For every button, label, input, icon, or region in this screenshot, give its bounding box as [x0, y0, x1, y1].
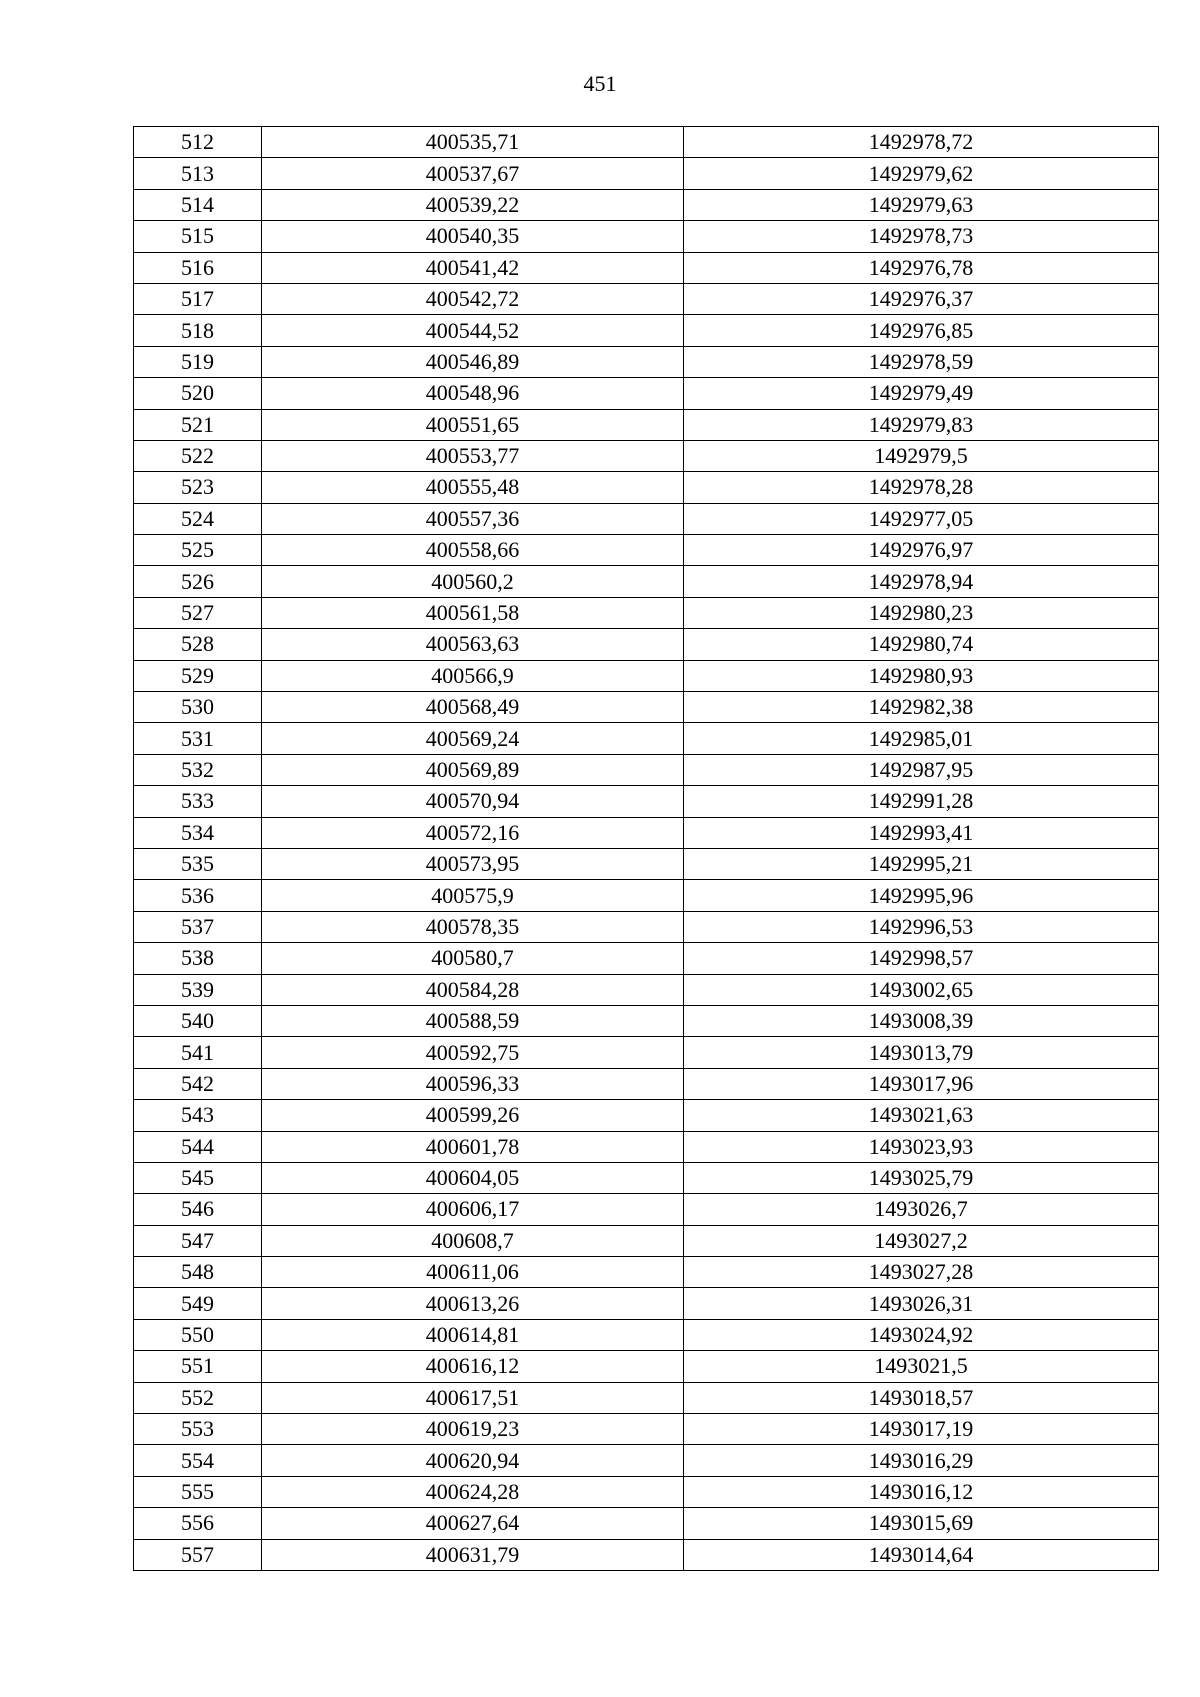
point-number-cell: 522: [134, 440, 262, 471]
table-row: [134, 660, 1159, 691]
x-coordinate-cell: 400620,94: [262, 1445, 684, 1476]
point-number-cell: 544: [134, 1131, 262, 1162]
y-coordinate-cell: 1492980,23: [684, 597, 1159, 628]
table-row: [134, 1414, 1159, 1445]
table-row: [134, 974, 1159, 1005]
table-row: [134, 127, 1159, 158]
y-coordinate-cell: 1492978,72: [684, 127, 1159, 158]
point-number-cell: 548: [134, 1257, 262, 1288]
point-number-cell: 538: [134, 943, 262, 974]
y-coordinate-cell: 1492979,63: [684, 189, 1159, 220]
table-row: [134, 440, 1159, 471]
y-coordinate-cell: 1492985,01: [684, 723, 1159, 754]
table-row: [134, 848, 1159, 879]
x-coordinate-cell: 400578,35: [262, 911, 684, 942]
table-row: [134, 1351, 1159, 1382]
y-coordinate-cell: 1493017,96: [684, 1068, 1159, 1099]
coordinates-table-body: [134, 127, 1159, 1571]
x-coordinate-cell: 400599,26: [262, 1100, 684, 1131]
x-coordinate-cell: 400540,35: [262, 221, 684, 252]
y-coordinate-cell: 1492980,74: [684, 629, 1159, 660]
x-coordinate-cell: 400568,49: [262, 692, 684, 723]
point-number-cell: 531: [134, 723, 262, 754]
table-row: [134, 1162, 1159, 1193]
x-coordinate-cell: 400573,95: [262, 848, 684, 879]
y-coordinate-cell: 1492979,49: [684, 378, 1159, 409]
x-coordinate-cell: 400569,24: [262, 723, 684, 754]
point-number-cell: 536: [134, 880, 262, 911]
point-number-cell: 547: [134, 1225, 262, 1256]
table-row: [134, 692, 1159, 723]
point-number-cell: 532: [134, 754, 262, 785]
y-coordinate-cell: 1492995,96: [684, 880, 1159, 911]
x-coordinate-cell: 400627,64: [262, 1508, 684, 1539]
point-number-cell: 542: [134, 1068, 262, 1099]
table-row: [134, 597, 1159, 628]
table-row: [134, 1382, 1159, 1413]
table-row: [134, 378, 1159, 409]
x-coordinate-cell: 400613,26: [262, 1288, 684, 1319]
table-row: [134, 754, 1159, 785]
point-number-cell: 528: [134, 629, 262, 660]
table-row: [134, 252, 1159, 283]
point-number-cell: 527: [134, 597, 262, 628]
y-coordinate-cell: 1492995,21: [684, 848, 1159, 879]
table-row: [134, 409, 1159, 440]
x-coordinate-cell: 400584,28: [262, 974, 684, 1005]
x-coordinate-cell: 400604,05: [262, 1162, 684, 1193]
y-coordinate-cell: 1493025,79: [684, 1162, 1159, 1193]
table-row: [134, 786, 1159, 817]
point-number-cell: 554: [134, 1445, 262, 1476]
x-coordinate-cell: 400580,7: [262, 943, 684, 974]
x-coordinate-cell: 400617,51: [262, 1382, 684, 1413]
point-number-cell: 552: [134, 1382, 262, 1413]
point-number-cell: 545: [134, 1162, 262, 1193]
y-coordinate-cell: 1492976,97: [684, 535, 1159, 566]
y-coordinate-cell: 1492978,59: [684, 346, 1159, 377]
y-coordinate-cell: 1492982,38: [684, 692, 1159, 723]
point-number-cell: 524: [134, 503, 262, 534]
y-coordinate-cell: 1493014,64: [684, 1539, 1159, 1570]
y-coordinate-cell: 1493016,12: [684, 1476, 1159, 1507]
y-coordinate-cell: 1492978,73: [684, 221, 1159, 252]
point-number-cell: 530: [134, 692, 262, 723]
x-coordinate-cell: 400619,23: [262, 1414, 684, 1445]
x-coordinate-cell: 400539,22: [262, 189, 684, 220]
table-row: [134, 346, 1159, 377]
x-coordinate-cell: 400544,52: [262, 315, 684, 346]
point-number-cell: 533: [134, 786, 262, 817]
table-row: [134, 1539, 1159, 1570]
table-row: [134, 1508, 1159, 1539]
table-row: [134, 566, 1159, 597]
table-row: [134, 1288, 1159, 1319]
x-coordinate-cell: 400551,65: [262, 409, 684, 440]
table-row: [134, 221, 1159, 252]
point-number-cell: 534: [134, 817, 262, 848]
table-row: [134, 1445, 1159, 1476]
y-coordinate-cell: 1492976,37: [684, 283, 1159, 314]
x-coordinate-cell: 400563,63: [262, 629, 684, 660]
point-number-cell: 555: [134, 1476, 262, 1507]
x-coordinate-cell: 400560,2: [262, 566, 684, 597]
table-row: [134, 723, 1159, 754]
x-coordinate-cell: 400596,33: [262, 1068, 684, 1099]
x-coordinate-cell: 400601,78: [262, 1131, 684, 1162]
point-number-cell: 540: [134, 1005, 262, 1036]
x-coordinate-cell: 400592,75: [262, 1037, 684, 1068]
table-row: [134, 629, 1159, 660]
y-coordinate-cell: 1493008,39: [684, 1005, 1159, 1036]
point-number-cell: 513: [134, 158, 262, 189]
table-row: [134, 1225, 1159, 1256]
table-row: [134, 503, 1159, 534]
point-number-cell: 526: [134, 566, 262, 597]
point-number-cell: 539: [134, 974, 262, 1005]
y-coordinate-cell: 1493016,29: [684, 1445, 1159, 1476]
table-row: [134, 1005, 1159, 1036]
x-coordinate-cell: 400548,96: [262, 378, 684, 409]
page-number: 451: [583, 71, 617, 96]
table-row: [134, 911, 1159, 942]
x-coordinate-cell: 400575,9: [262, 880, 684, 911]
x-coordinate-cell: 400572,16: [262, 817, 684, 848]
table-row: [134, 943, 1159, 974]
table-row: [134, 1257, 1159, 1288]
y-coordinate-cell: 1492979,62: [684, 158, 1159, 189]
y-coordinate-cell: 1492998,57: [684, 943, 1159, 974]
x-coordinate-cell: 400631,79: [262, 1539, 684, 1570]
x-coordinate-cell: 400537,67: [262, 158, 684, 189]
y-coordinate-cell: 1492978,28: [684, 472, 1159, 503]
y-coordinate-cell: 1492980,93: [684, 660, 1159, 691]
point-number-cell: 546: [134, 1194, 262, 1225]
point-number-cell: 541: [134, 1037, 262, 1068]
y-coordinate-cell: 1493027,28: [684, 1257, 1159, 1288]
x-coordinate-cell: 400546,89: [262, 346, 684, 377]
y-coordinate-cell: 1492976,78: [684, 252, 1159, 283]
table-row: [134, 1319, 1159, 1350]
x-coordinate-cell: 400569,89: [262, 754, 684, 785]
y-coordinate-cell: 1493017,19: [684, 1414, 1159, 1445]
point-number-cell: 550: [134, 1319, 262, 1350]
table-row: [134, 1194, 1159, 1225]
y-coordinate-cell: 1493015,69: [684, 1508, 1159, 1539]
point-number-cell: 517: [134, 283, 262, 314]
point-number-cell: 553: [134, 1414, 262, 1445]
x-coordinate-cell: 400588,59: [262, 1005, 684, 1036]
point-number-cell: 535: [134, 848, 262, 879]
table-row: [134, 880, 1159, 911]
x-coordinate-cell: 400614,81: [262, 1319, 684, 1350]
table-row: [134, 535, 1159, 566]
x-coordinate-cell: 400555,48: [262, 472, 684, 503]
x-coordinate-cell: 400608,7: [262, 1225, 684, 1256]
table-row: [134, 189, 1159, 220]
x-coordinate-cell: 400557,36: [262, 503, 684, 534]
point-number-cell: 549: [134, 1288, 262, 1319]
table-row: [134, 1037, 1159, 1068]
x-coordinate-cell: 400570,94: [262, 786, 684, 817]
y-coordinate-cell: 1492991,28: [684, 786, 1159, 817]
y-coordinate-cell: 1492996,53: [684, 911, 1159, 942]
x-coordinate-cell: 400553,77: [262, 440, 684, 471]
x-coordinate-cell: 400611,06: [262, 1257, 684, 1288]
table-row: [134, 1100, 1159, 1131]
point-number-cell: 518: [134, 315, 262, 346]
y-coordinate-cell: 1493021,5: [684, 1351, 1159, 1382]
y-coordinate-cell: 1492977,05: [684, 503, 1159, 534]
point-number-cell: 551: [134, 1351, 262, 1382]
point-number-cell: 523: [134, 472, 262, 503]
point-number-cell: 521: [134, 409, 262, 440]
x-coordinate-cell: 400561,58: [262, 597, 684, 628]
y-coordinate-cell: 1493026,7: [684, 1194, 1159, 1225]
y-coordinate-cell: 1493026,31: [684, 1288, 1159, 1319]
y-coordinate-cell: 1493024,92: [684, 1319, 1159, 1350]
x-coordinate-cell: 400566,9: [262, 660, 684, 691]
point-number-cell: 512: [134, 127, 262, 158]
y-coordinate-cell: 1492979,83: [684, 409, 1159, 440]
point-number-cell: 529: [134, 660, 262, 691]
table-row: [134, 817, 1159, 848]
point-number-cell: 516: [134, 252, 262, 283]
x-coordinate-cell: 400606,17: [262, 1194, 684, 1225]
x-coordinate-cell: 400624,28: [262, 1476, 684, 1507]
point-number-cell: 514: [134, 189, 262, 220]
x-coordinate-cell: 400558,66: [262, 535, 684, 566]
table-row: [134, 1476, 1159, 1507]
y-coordinate-cell: 1493027,2: [684, 1225, 1159, 1256]
y-coordinate-cell: 1493013,79: [684, 1037, 1159, 1068]
point-number-cell: 515: [134, 221, 262, 252]
y-coordinate-cell: 1492993,41: [684, 817, 1159, 848]
point-number-cell: 543: [134, 1100, 262, 1131]
point-number-cell: 519: [134, 346, 262, 377]
y-coordinate-cell: 1492987,95: [684, 754, 1159, 785]
table-row: [134, 1131, 1159, 1162]
x-coordinate-cell: 400542,72: [262, 283, 684, 314]
y-coordinate-cell: 1493021,63: [684, 1100, 1159, 1131]
table-row: [134, 158, 1159, 189]
point-number-cell: 556: [134, 1508, 262, 1539]
y-coordinate-cell: 1492979,5: [684, 440, 1159, 471]
table-row: [134, 283, 1159, 314]
y-coordinate-cell: 1493023,93: [684, 1131, 1159, 1162]
y-coordinate-cell: 1493002,65: [684, 974, 1159, 1005]
coordinates-table: [133, 126, 1159, 1571]
table-row: [134, 315, 1159, 346]
table-row: [134, 472, 1159, 503]
x-coordinate-cell: 400616,12: [262, 1351, 684, 1382]
point-number-cell: 537: [134, 911, 262, 942]
point-number-cell: 525: [134, 535, 262, 566]
table-row: [134, 1068, 1159, 1099]
x-coordinate-cell: 400541,42: [262, 252, 684, 283]
y-coordinate-cell: 1492976,85: [684, 315, 1159, 346]
point-number-cell: 520: [134, 378, 262, 409]
point-number-cell: 557: [134, 1539, 262, 1570]
x-coordinate-cell: 400535,71: [262, 127, 684, 158]
y-coordinate-cell: 1492978,94: [684, 566, 1159, 597]
y-coordinate-cell: 1493018,57: [684, 1382, 1159, 1413]
